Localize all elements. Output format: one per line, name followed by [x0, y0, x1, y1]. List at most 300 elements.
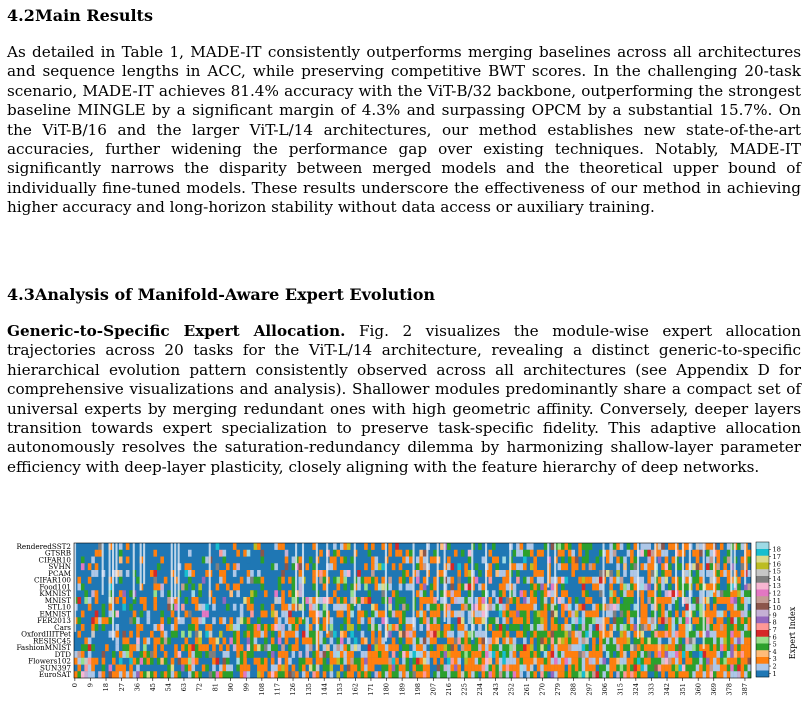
- heatmap-cell: [710, 651, 714, 658]
- heatmap-cell: [523, 557, 527, 564]
- heatmap-cell: [447, 604, 451, 611]
- heatmap-cell: [102, 604, 106, 611]
- heatmap-cell: [381, 543, 385, 550]
- heatmap-cell: [292, 563, 296, 570]
- heatmap-cell: [647, 665, 651, 672]
- heatmap-cell: [672, 577, 676, 584]
- heatmap-cell: [748, 570, 752, 577]
- heatmap-cell: [658, 631, 662, 638]
- heatmap-cell: [703, 658, 707, 665]
- heatmap-cell: [723, 624, 727, 631]
- heatmap-cell: [547, 658, 551, 665]
- heatmap-cell: [620, 631, 624, 638]
- heatmap-cell: [710, 550, 714, 557]
- heatmap-cell: [620, 590, 624, 597]
- heatmap-cell: [658, 611, 662, 618]
- heatmap-cell: [437, 604, 441, 611]
- heatmap-cell: [271, 665, 275, 672]
- heatmap-cell: [627, 617, 631, 624]
- heatmap-cell: [516, 563, 520, 570]
- heatmap-cell: [419, 658, 423, 665]
- heatmap-cell: [354, 644, 358, 651]
- heatmap-cell: [533, 631, 537, 638]
- heatmap-cell: [672, 557, 676, 564]
- heatmap-cell: [561, 644, 565, 651]
- heatmap-cell: [699, 671, 703, 678]
- heatmap-cell: [730, 597, 734, 604]
- heatmap-cell: [716, 644, 720, 651]
- heatmap-cell: [551, 665, 555, 672]
- heatmap-cell: [337, 577, 341, 584]
- heatmap-cell: [433, 651, 437, 658]
- heatmap-cell: [81, 584, 85, 591]
- heatmap-cell: [640, 577, 644, 584]
- heatmap-cell: [575, 644, 579, 651]
- heatmap-cell: [620, 557, 624, 564]
- heatmap-cell: [689, 638, 693, 645]
- heatmap-cell: [599, 570, 603, 577]
- heatmap-cell: [274, 563, 278, 570]
- heatmap-cell: [160, 557, 164, 564]
- heatmap-cell: [634, 611, 638, 618]
- heatmap-cell: [330, 617, 334, 624]
- heatmap-cell: [361, 658, 365, 665]
- heatmap-cell: [233, 624, 237, 631]
- heatmap-cell: [730, 651, 734, 658]
- heatmap-cell: [368, 638, 372, 645]
- heatmap-cell: [468, 631, 472, 638]
- heatmap-cell: [399, 577, 403, 584]
- heatmap-cell: [84, 665, 88, 672]
- heatmap-cell: [520, 590, 524, 597]
- heatmap-cell: [609, 590, 613, 597]
- heatmap-cell: [302, 543, 304, 619]
- heatmap-cell: [357, 597, 361, 604]
- heatmap-cell: [699, 597, 703, 604]
- heatmap-cell: [475, 644, 479, 651]
- heatmap-cell: [640, 624, 644, 631]
- heatmap-cell: [647, 638, 651, 645]
- heatmap-cell: [419, 671, 423, 678]
- heatmap-cell: [423, 597, 427, 604]
- heatmap-cell: [364, 611, 368, 618]
- heatmap-cell: [437, 665, 441, 672]
- heatmap-cell: [644, 658, 648, 665]
- y-tick-label: SUN397: [40, 663, 71, 673]
- heatmap-cell: [261, 644, 265, 651]
- heatmap-cell: [571, 550, 575, 557]
- y-tick-label: EuroSAT: [38, 670, 71, 680]
- heatmap-cell: [461, 550, 465, 557]
- heatmap-cell: [243, 617, 247, 624]
- heatmap-cell: [537, 617, 541, 624]
- heatmap-cell: [720, 631, 724, 638]
- heatmap-cell: [312, 651, 316, 658]
- heatmap-cell: [720, 611, 724, 618]
- heatmap-cell: [692, 644, 696, 651]
- heatmap-cell: [278, 671, 282, 678]
- heatmap-cell: [558, 543, 562, 550]
- heatmap-cell: [644, 543, 648, 550]
- heatmap-cell: [350, 665, 354, 672]
- heatmap-cell: [564, 590, 568, 597]
- heatmap-cell: [589, 611, 593, 618]
- heatmap-cell: [737, 638, 741, 645]
- heatmap-cell: [167, 590, 171, 597]
- heatmap-cell: [737, 624, 741, 631]
- heatmap-cell: [413, 658, 417, 665]
- heatmap-cell: [502, 570, 506, 577]
- heatmap-cell: [554, 644, 558, 651]
- heatmap-cell: [371, 611, 375, 618]
- heatmap-cell: [685, 631, 689, 638]
- heatmap-cell: [350, 671, 354, 678]
- heatmap-cell: [582, 557, 586, 564]
- heatmap-cell: [347, 604, 351, 611]
- heatmap-cell: [316, 658, 320, 665]
- heatmap-cell: [623, 638, 627, 645]
- heatmap-cell: [544, 665, 548, 672]
- heatmap-cell: [419, 644, 423, 651]
- heatmap-cell: [737, 590, 741, 597]
- heatmap-cell: [685, 665, 689, 672]
- heatmap-cell: [499, 651, 503, 658]
- heatmap-cell: [589, 597, 593, 604]
- heatmap-cell: [205, 651, 209, 658]
- heatmap-cell: [699, 665, 703, 672]
- heatmap-cell: [741, 671, 745, 678]
- heatmap-cell: [340, 665, 344, 672]
- heatmap-cell: [95, 590, 99, 597]
- heatmap-cell: [264, 631, 268, 638]
- heatmap-cell: [122, 651, 126, 658]
- heatmap-cell: [630, 644, 634, 651]
- heatmap-cell: [502, 638, 506, 645]
- heatmap-cell: [713, 604, 717, 611]
- heatmap-cell: [371, 624, 375, 631]
- heatmap-cell: [716, 651, 720, 658]
- heatmap-cell: [464, 631, 468, 638]
- heatmap-cell: [561, 577, 565, 584]
- heatmap-cell: [323, 658, 327, 665]
- heatmap-cell: [647, 543, 651, 550]
- heatmap-cell: [502, 604, 506, 611]
- heatmap-cell: [710, 584, 714, 591]
- heatmap-cell: [672, 665, 676, 672]
- heatmap-cell: [191, 570, 195, 577]
- heatmap-cell: [634, 570, 638, 577]
- heatmap-cell: [461, 617, 465, 624]
- heatmap-cell: [578, 665, 582, 672]
- heatmap-cell: [326, 543, 328, 634]
- heatmap-cell: [554, 651, 558, 658]
- heatmap-cell: [585, 617, 589, 624]
- heatmap-cell: [592, 631, 596, 638]
- heatmap-cell: [468, 604, 472, 611]
- heatmap-cell: [140, 651, 144, 658]
- heatmap-cell: [375, 611, 379, 618]
- heatmap-cell: [74, 651, 78, 658]
- heatmap-cell: [160, 631, 164, 638]
- colorbar-swatch: [756, 643, 769, 650]
- heatmap-cell: [741, 665, 745, 672]
- heatmap-cell: [337, 604, 341, 611]
- heatmap-cell: [526, 597, 530, 604]
- heatmap-cell: [668, 584, 672, 591]
- heatmap-cell: [475, 631, 479, 638]
- heatmap-cell: [261, 665, 265, 672]
- colorbar: [756, 542, 781, 678]
- heatmap-cell: [281, 611, 285, 618]
- heatmap-cell: [737, 651, 741, 658]
- heatmap-cell: [526, 624, 530, 631]
- heatmap-cell: [696, 631, 700, 638]
- heatmap-cell: [115, 597, 119, 604]
- heatmap-cell: [281, 590, 285, 597]
- heatmap-cell: [468, 550, 472, 557]
- heatmap-cell: [375, 644, 379, 651]
- heatmap-cell: [499, 631, 503, 638]
- heatmap-cell: [409, 550, 413, 557]
- colorbar-tick-label: 2: [772, 662, 777, 671]
- heatmap-cell: [254, 644, 258, 651]
- heatmap-cell: [682, 611, 686, 618]
- heatmap-cell: [706, 658, 710, 665]
- heatmap-cell: [678, 658, 682, 665]
- heatmap-cell: [440, 604, 444, 611]
- heatmap-cell: [375, 624, 379, 631]
- heatmap-cell: [468, 570, 472, 577]
- heatmap-cell: [392, 631, 396, 638]
- heatmap-cell: [540, 658, 544, 665]
- heatmap-cell: [312, 671, 316, 678]
- heatmap-cell: [713, 638, 717, 645]
- heatmap-cell: [544, 651, 548, 658]
- heatmap-cell: [209, 631, 213, 638]
- heatmap-cell: [537, 658, 541, 665]
- heatmap-cell: [513, 624, 517, 631]
- heatmap-cell: [229, 671, 233, 678]
- heatmap-cell: [478, 631, 482, 638]
- heatmap-cell: [440, 644, 444, 651]
- heatmap-cell: [419, 550, 423, 557]
- heatmap-cell: [520, 617, 524, 624]
- heatmap-cell: [305, 624, 309, 631]
- heatmap-cell: [699, 604, 703, 611]
- heatmap-cell: [692, 665, 696, 672]
- heatmap-cell: [292, 577, 296, 584]
- heatmap-cell: [606, 644, 610, 651]
- heatmap-cell: [710, 563, 714, 570]
- heatmap-cell: [682, 617, 686, 624]
- heatmap-cell: [551, 604, 555, 611]
- heatmap-cell: [675, 543, 677, 600]
- heatmap-cell: [395, 543, 399, 550]
- heatmap-cell: [323, 611, 327, 618]
- heatmap-cell: [523, 611, 527, 618]
- heatmap-cell: [388, 611, 392, 618]
- heatmap-cell: [150, 570, 154, 577]
- heatmap-cell: [520, 550, 524, 557]
- heatmap-cell: [416, 563, 420, 570]
- heatmap-cell: [250, 604, 254, 611]
- heatmap-cell: [181, 617, 185, 624]
- heatmap-cell: [378, 638, 382, 645]
- heatmap-cell: [613, 597, 617, 604]
- heatmap-cell: [551, 590, 555, 597]
- heatmap-cell: [637, 665, 641, 672]
- heatmap-cell: [492, 631, 496, 638]
- heatmap-cell: [267, 671, 271, 678]
- heatmap-cell: [323, 665, 327, 672]
- heatmap-cell: [375, 604, 379, 611]
- heatmap-cell: [589, 671, 593, 678]
- heatmap-cell: [672, 617, 676, 624]
- heatmap-cell: [547, 604, 551, 611]
- heatmap-cell: [74, 543, 76, 632]
- heatmap-cell: [419, 665, 423, 672]
- heatmap-cell: [609, 658, 613, 665]
- heatmap-cell: [696, 617, 700, 624]
- heatmap-cell: [523, 671, 527, 678]
- colorbar-swatch: [756, 556, 769, 563]
- heatmap-cell: [520, 563, 524, 570]
- heatmap-cell: [730, 658, 734, 665]
- heatmap-cell: [575, 563, 579, 570]
- heatmap-cell: [375, 584, 379, 591]
- heatmap-cell: [288, 644, 292, 651]
- heatmap-cell: [112, 543, 114, 640]
- heatmap-cell: [205, 557, 209, 564]
- heatmap-cell: [703, 665, 707, 672]
- heatmap-cell: [640, 611, 644, 618]
- heatmap-cell: [744, 638, 748, 645]
- heatmap-cell: [115, 611, 119, 618]
- heatmap-cell: [492, 671, 496, 678]
- heatmap-cell: [285, 563, 289, 570]
- heatmap-cell: [582, 644, 586, 651]
- heatmap-cell: [447, 624, 451, 631]
- heatmap-cell: [551, 624, 555, 631]
- heatmap-cell: [606, 557, 610, 564]
- heatmap-cell: [720, 597, 724, 604]
- heatmap-cell: [392, 563, 396, 570]
- heatmap-cell: [499, 597, 503, 604]
- heatmap-cell: [143, 644, 147, 651]
- heatmap-cell: [564, 658, 568, 665]
- heatmap-cell: [596, 577, 600, 584]
- heatmap-cell: [523, 563, 527, 570]
- heatmap-cell: [364, 665, 368, 672]
- heatmap-cell: [730, 611, 734, 618]
- heatmap-cell: [571, 624, 575, 631]
- heatmap-cell: [706, 597, 710, 604]
- heatmap-cell: [741, 658, 745, 665]
- heatmap-cell: [254, 590, 258, 597]
- heatmap-cell: [558, 638, 562, 645]
- heatmap-cell: [368, 671, 372, 678]
- heatmap-cell: [734, 604, 738, 611]
- heatmap-cell: [672, 671, 676, 678]
- heatmap-cell: [748, 638, 752, 645]
- heatmap-cell: [599, 550, 603, 557]
- heatmap-cell: [247, 577, 251, 584]
- heatmap-cell: [257, 577, 261, 584]
- heatmap-cell: [706, 611, 710, 618]
- heatmap-cell: [109, 671, 113, 678]
- heatmap-cell: [561, 584, 565, 591]
- heatmap-cell: [388, 543, 392, 550]
- heatmap-cell: [450, 651, 454, 658]
- heatmap-cell: [233, 638, 237, 645]
- heatmap-cell: [81, 644, 85, 651]
- heatmap-cell: [88, 563, 92, 570]
- heatmap-cell: [661, 644, 665, 651]
- heatmap-cell: [257, 665, 261, 672]
- heatmap-cell: [157, 624, 161, 631]
- heatmap-cell: [450, 671, 454, 678]
- heatmap-cell: [233, 631, 237, 638]
- heatmap-cell: [513, 550, 517, 557]
- heatmap-cell: [575, 617, 579, 624]
- heatmap-cell: [599, 665, 603, 672]
- heatmap-cell: [195, 624, 199, 631]
- heatmap-cell: [174, 624, 178, 631]
- heatmap-cell: [81, 624, 85, 631]
- heatmap-cell: [457, 665, 461, 672]
- heatmap-cell: [243, 550, 247, 557]
- heatmap-cell: [675, 617, 679, 624]
- heatmap-cell: [537, 631, 541, 638]
- heatmap-cell: [492, 617, 496, 624]
- heatmap-cell: [423, 550, 427, 557]
- heatmap-cell: [509, 597, 513, 604]
- heatmap-cell: [696, 550, 700, 557]
- heatmap-cell: [665, 597, 669, 604]
- heatmap-cell: [254, 543, 258, 550]
- x-tick-label: 27: [117, 683, 126, 692]
- heatmap-cell: [343, 570, 347, 577]
- heatmap-cell: [209, 651, 213, 658]
- heatmap-cell: [126, 644, 130, 651]
- heatmap-cell: [395, 658, 399, 665]
- heatmap-cell: [723, 597, 727, 604]
- heatmap-cell: [499, 658, 503, 665]
- heatmap-cell: [385, 543, 387, 642]
- heatmap-cell: [350, 624, 354, 631]
- heatmap-cell: [340, 638, 344, 645]
- heatmap-cell: [406, 651, 410, 658]
- heatmap-cell: [395, 597, 399, 604]
- heatmap-cell: [309, 604, 313, 611]
- heatmap-cell: [668, 671, 672, 678]
- heatmap-cell: [267, 644, 271, 651]
- heatmap-cell: [416, 638, 420, 645]
- heatmap-cell: [444, 543, 446, 622]
- heatmap-cell: [375, 577, 379, 584]
- heatmap-cell: [623, 671, 627, 678]
- heatmap-cell: [171, 671, 175, 678]
- heatmap-cell: [285, 550, 289, 557]
- heatmap-cell: [482, 665, 486, 672]
- heatmap-cell: [195, 617, 199, 624]
- heatmap-cell: [699, 611, 703, 618]
- heatmap-cell: [699, 638, 703, 645]
- heatmap-cell: [140, 658, 144, 665]
- heatmap-cell: [409, 584, 413, 591]
- heatmap-cell: [150, 631, 154, 638]
- heatmap-cell: [126, 557, 130, 564]
